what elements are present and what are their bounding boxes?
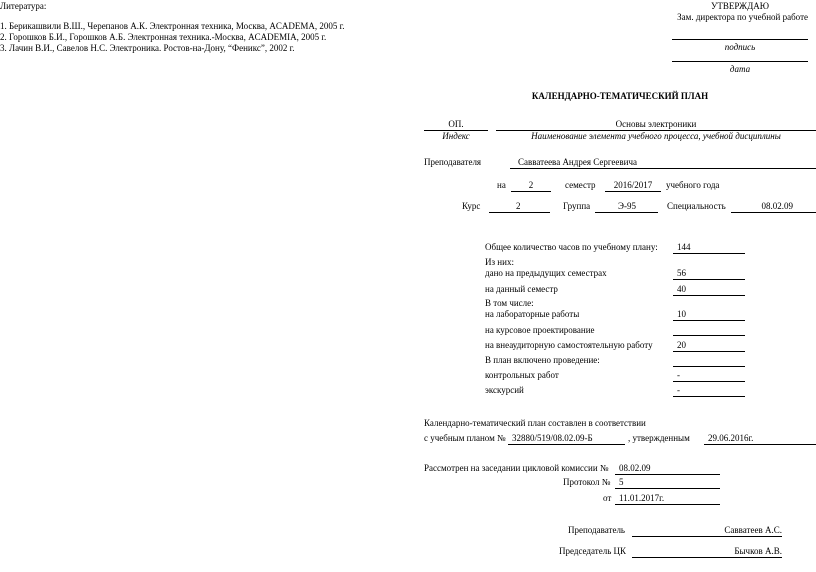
- study-plan-label: с учебным планом №: [424, 433, 506, 443]
- included-label: В план включено проведение:: [485, 355, 600, 365]
- teacher-value: Савватеева Андрея Сергеевича: [510, 157, 816, 169]
- approval-title: УТВЕРЖДАЮ: [710, 1, 769, 11]
- discipline-name-value: Основы электроники: [496, 119, 816, 131]
- current-label: на данный семестр: [485, 284, 558, 294]
- literature-item-3: 3. Лачин В.И., Савелов Н.С. Электроника. Ростов-на-Дону, “Феникс”, 2002 г.: [0, 43, 295, 53]
- semester-label: семестр: [565, 180, 596, 190]
- literature-item-1: 1. Берикашвили В.Ш., Черепанов А.К. Электронная техника, Москва, ACADEMA, 2005 г.: [0, 21, 345, 31]
- teacher-label: Преподавателя: [424, 157, 482, 167]
- date-line: [672, 52, 808, 62]
- chair-signature-name: Бычков А.В.: [632, 546, 782, 558]
- excursion-label: экскурсий: [485, 385, 524, 395]
- control-label: контрольных работ: [485, 370, 559, 380]
- excursion-value: -: [673, 385, 745, 397]
- specialty-value: 08.02.09: [731, 201, 816, 213]
- from-label: от: [603, 493, 612, 503]
- protocol-label: Протокол №: [563, 477, 611, 487]
- included-line: [673, 355, 745, 367]
- specialty-label: Специальность: [667, 201, 726, 211]
- group-value: Э-95: [595, 201, 658, 213]
- group-label: Группа: [563, 201, 591, 211]
- course-value: 2: [489, 201, 550, 213]
- course-project-value: [673, 325, 745, 336]
- na-label: на: [497, 180, 506, 190]
- of-them-label: Из них:: [485, 257, 514, 267]
- approval-position: Зам. директора по учебной работе: [677, 12, 808, 22]
- study-plan-value: 32880/519/08.02.09-Б: [508, 433, 625, 445]
- literature-heading: Литература:: [0, 1, 47, 11]
- index-caption: Индекс: [442, 131, 470, 141]
- year-value: 2016/2017: [605, 180, 661, 192]
- literature-item-2: 2. Горошков Б.И., Горошков А.Б. Электронная техника.-Москва, ACADEMIA, 2005 г.: [0, 32, 327, 42]
- total-hours-value: 144: [673, 242, 745, 254]
- total-hours-label: Общее количество часов по учебному плану:: [485, 242, 658, 252]
- control-value: -: [673, 370, 745, 382]
- lab-label: на лабораторные работы: [485, 309, 580, 319]
- including-label: В том числе:: [485, 298, 534, 308]
- teacher-signature-name: Савватеев А.С.: [632, 525, 782, 537]
- signature-caption: подпись: [724, 42, 756, 52]
- semester-value: 2: [511, 180, 551, 192]
- page-title: КАЛЕНДАРНО-ТЕМАТИЧЕСКИЙ ПЛАН: [531, 91, 709, 101]
- commission-value: 08.02.09: [615, 463, 720, 475]
- previous-value: 56: [673, 268, 745, 280]
- commission-label: Рассмотрен на заседании цикловой комиссии №: [424, 463, 609, 473]
- signature-line: [672, 30, 808, 40]
- course-project-label: на курсовое проектирование: [485, 325, 595, 335]
- date-caption: дата: [729, 64, 751, 74]
- approved-label: , утвержденным: [628, 433, 690, 443]
- lab-value: 10: [673, 309, 745, 321]
- year-label: учебного года: [666, 180, 720, 190]
- self-study-value: 20: [673, 340, 745, 352]
- compliance-line: Календарно-тематический план составлен в соответствии: [424, 418, 646, 428]
- chair-signature-label: Председатель ЦК: [559, 546, 627, 556]
- current-value: 40: [673, 284, 745, 296]
- index-value: ОП.: [424, 119, 488, 131]
- from-date: 11.01.2017г.: [615, 493, 720, 505]
- discipline-name-caption: Наименование элемента учебного процесса, учебной дисциплины: [531, 131, 781, 141]
- course-label: Курс: [462, 201, 481, 211]
- protocol-value: 5: [615, 477, 720, 489]
- previous-label: дано на предыдущих семестрах: [485, 268, 607, 278]
- approved-date: 29.06.2016г.: [704, 433, 816, 445]
- teacher-signature-label: Преподаватель: [568, 525, 626, 535]
- self-study-label: на внеаудиторную самостоятельную работу: [485, 340, 653, 350]
